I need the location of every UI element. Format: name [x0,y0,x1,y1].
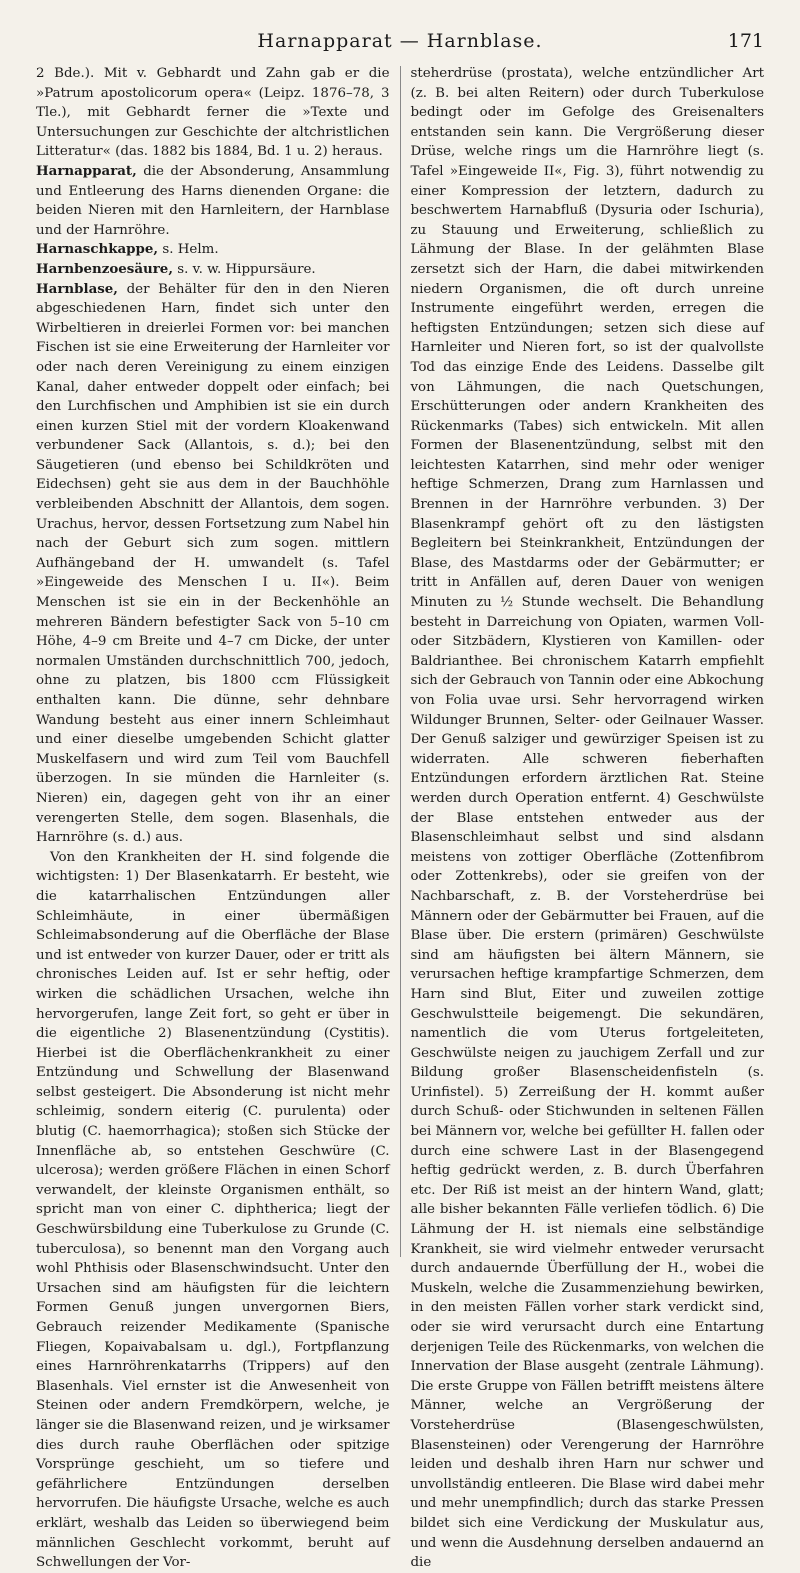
running-title: Harnapparat — Harnblase. [257,30,543,52]
entry-text: s. v. w. Hippursäure. [172,261,316,277]
entry-headword: Harnapparat, [36,162,137,179]
page-header [36,0,764,60]
paragraph [36,848,390,1573]
paragraph [36,64,390,162]
entry-text: 2 Bde.). Mit v. Gebhardt und Zahn gab er die »Patrum apostolicorum opera« (Leipz. 1876–78, 3 Tle.), mit Gebhardt ferner die »Texte und Untersuchungen zur Geschichte der altchristlichen Litteratur« (das. 1882 bis 1884, Bd. 1 u. 2) heraus. [36,66,390,160]
entry-text: die der Absonderung, Ansammlung und Entleerung des Harns dienenden Organe: die beiden Nieren mit den Harnleitern, der Harnblase und der Harnröhre. [36,163,390,238]
entry-text: s. Helm. [158,242,219,258]
entry-text: steherdrüse (prostata), welche entzündlicher Art (z. B. bei alten Reitern) oder durch Tuberkulose bedingt oder im Gefolge des Greisenalters entstanden sein kann. Die Vergrößerung dieser Drüse, welche rings um die Harnröhre liegt (s. Tafel »Eingeweide II«, Fig. 3), führt notwendig zu einer Kompression der letztern, dadurch zu beschwertem Harnabfluß (Dysuria oder Ischuria), zu Stauung und Erweiterung, schließlich zu Lähmung der Blase. In der gelähmten Blase zersetzt sich der Harn, die dabei mitwirkenden niedern Organismen, die oft durch unreine Instrumente eingeführt werden, erregen die heftigsten Entzündungen; setzen sich diese auf Harnleiter und Nieren fort, so ist der qualvollste Tod das einzige Ende des Leidens. Dasselbe gilt von Lähmungen, die nach Quetschungen, Erschütterungen oder andern Krankheiten des Rückenmarks (Tabes) sich entwickeln. Mit allen Formen der Blasenentzündung, selbst mit den leichtesten Katarrhen, sind mehr oder weniger heftige Schmerzen, Drang zum Harnlassen und Brennen in der Harnröhre verbunden. 3) Der Blasenkrampf gehört oft zu den lästigsten Begleitern bei Steinkrankheit, Entzündungen der Blase, des Mastdarms oder der Gebärmutter; er tritt in Anfällen auf, deren Dauer von wenigen Minuten zu ½ Stunde wechselt. Die Behandlung besteht in Darreichung von Opiaten, warmen Voll- oder Sitzbädern, Klystieren von Kamillen- oder Baldrianthee. Bei chronischem Katarrh empfiehlt sich der Gebrauch von Tannin oder eine Abkochung von Folia uvae ursi. Sehr hervorragend wirken Wildunger Brunnen, Selter- oder Geilnauer Wasser. Der Genuß salziger und gewürziger Speisen ist zu widerraten. Alle schweren fieberhaften Entzündungen erfordern ärztlichen Rat. Steine werden durch Operation entfernt. 4) Geschwülste der Blase entstehen entweder aus der Blasenschleimhaut selbst und sind alsdann meistens von zottiger Oberfläche (Zottenfibrom oder Zottenkrebs), oder sie greifen von der Nachbarschaft, z. B. der Vorsteherdrüse bei Männern oder der Gebärmutter bei Frauen, auf die Blase über. Die erstern (primären) Geschwülste sind am häufigsten bei ältern Männern, sie verursachen heftige krampfartige Schmerzen, dem Harn sind Blut, Eiter und zuweilen zottige Geschwulstteile beigemengt. Die sekundären, namentlich die vom Uterus fortgeleiteten, Geschwülste neigen zu jauchigem Zerfall und zur Bildung großer Blasenscheidenfisteln (s. Urinfistel). 5) Zerreißung der H. kommt außer durch Schuß- oder Stichwunden in seltenen Fällen bei Männern vor, welche bei gefüllter H. fallen oder durch eine schwere Last in der Blasengegend heftig gedrückt werden, z. B. durch Überfahren etc. Der Riß ist meist an der hintern Wand, glatt; alle bisher bekannten Fälle verliefen tödlich. 6) Die Lähmung der H. ist niemals eine selbständige Krankheit, sie wird vielmehr entweder verursacht durch andauernde Überfüllung der H., wobei die Muskeln, welche die Zusammenziehung bewirken, in den meisten Fällen vorher stark verdickt sind, oder sie wird verursacht durch eine Entartung derjenigen Teile des Rückenmarks, von welchen die Innervation der Blase ausgeht (zentrale Lähmung). Die erste Gruppe von Fällen betrifft meistens ältere Männer, welche an Vergrößerung der Vorsteherdrüse (Blasengeschwülsten, Blasensteinen) oder Verengerung der Harnröhre leiden und deshalb ihren Harn nur schwer und unvollständig entleeren. Die Blase wird dabei mehr und mehr unempfindlich; durch das starke Pressen bildet sich eine Verdickung der Muskulatur aus, und wenn die Ausdehnung derselben andauernd an die [410,66,764,1571]
paragraph [36,162,390,240]
left-column [36,64,400,1571]
entry-headword: Harnblase, [36,280,118,297]
paragraph [36,260,390,280]
entry-headword: Harnaschkappe, [36,241,159,258]
right-column [400,64,764,1571]
entry-text: Von den Krankheiten der H. sind folgende die wichtigsten: 1) Der Blasenkatarrh. Er besteht, wie die katarrhalischen Entzündungen aller Schleimhäute, in einer übermäßigen Schleimabsonderung auf die Oberfläche der Blase und ist entweder von kurzer Dauer, oder er tritt als chronisches Leiden auf. Ist er sehr heftig, oder wirken die schädlichen Ursachen, welche ihn hervorgerufen, lange Zeit fort, so geht er über in die eigentliche 2) Blasenentzündung (Cystitis). Hierbei ist die Oberflächenkrankheit zu einer Entzündung und Schwellung der Blasenwand selbst gesteigert. Die Absonderung ist nicht mehr schleimig, sondern eiterig (C. purulenta) oder blutig (C. haemorrhagica); stoßen sich Stücke der Innenfläche ab, so entstehen Geschwüre (C. ulcerosa); werden größere Flächen in einen Schorf verwandelt, der kleinste Organismen enthält, so spricht man von einer C. diphtherica; liegt der Geschwürsbildung eine Tuberkulose zu Grunde (C. tuberculosa), so benennt man den Vorgang auch wohl Phthisis oder Blasenschwindsucht. Unter den Ursachen sind am häufigsten für die leichtern Formen Genuß jungen unvergornen Biers, Gebrauch reizender Medikamente (Spanische Fliegen, Kopaivabalsam u. dgl.), Fortpflanzung eines Harnröhrenkatarrhs (Trippers) auf den Blasenhals. Viel ernster ist die Anwesenheit von Steinen oder andern Fremdkörpern, welche, je länger sie die Blasenwand reizen, und je wirksamer dies durch rauhe Oberflächen oder spitzige Vorsprünge geschieht, um so tiefere und gefährlichere Entzündungen derselben hervorrufen. Die häufigste Ursache, welche es auch erklärt, weshalb das Leiden so überwiegend beim männlichen Geschlecht vorkommt, beruht auf Schwellungen der Vor- [36,849,390,1571]
entry-headword: Harnbenzoesäure, [36,260,173,277]
paragraph [410,64,764,1573]
paragraph [36,280,390,848]
paragraph [36,240,390,260]
entry-text: der Behälter für den in den Nieren abgeschiedenen Harn, findet sich unter den Wirbeltieren in dreierlei Formen vor: bei manchen Fischen ist sie eine Erweiterung der Harnleiter vor oder nach deren Vereinigung zu einem einzigen Kanal, daher entweder doppelt oder einfach; bei den Lurchfischen und Amphibien ist sie ein durch einen kurzen Stiel mit der vordern Kloakenwand verbundener Sack (Allantois, s. d.); bei den Säugetieren (und ebenso bei Schildkröten und Eidechsen) geht sie aus dem in der Bauchhöhle verbleibenden Abschnitt der Allantois, dem sogen. Urachus, hervor, dessen Fortsetzung zum Nabel hin nach der Geburt sich zum sogen. mittlern Aufhängeband der H. umwandelt (s. Tafel »Eingeweide des Menschen I u. II«). Beim Menschen ist sie ein in der Beckenhöhle an mehreren Bändern befestigter Sack von 5–10 cm Höhe, 4–9 cm Breite und 4–7 cm Dicke, der unter normalen Umständen durchschnittlich 700, jedoch, ohne zu platzen, bis 1800 ccm Flüssigkeit enthalten kann. Die dünne, sehr dehnbare Wandung besteht aus einer innern Schleimhaut und einer dieselbe umgebenden Schicht glatter Muskelfasern und wird zum Teil vom Bauchfell überzogen. In sie münden die Harnleiter (s. Nieren) ein, dagegen geht von ihr an einer verengerten Stelle, dem sogen. Blasenhals, die Harnröhre (s. d.) aus. [36,281,390,846]
text-columns [36,64,764,1571]
page-number: 171 [727,30,764,52]
